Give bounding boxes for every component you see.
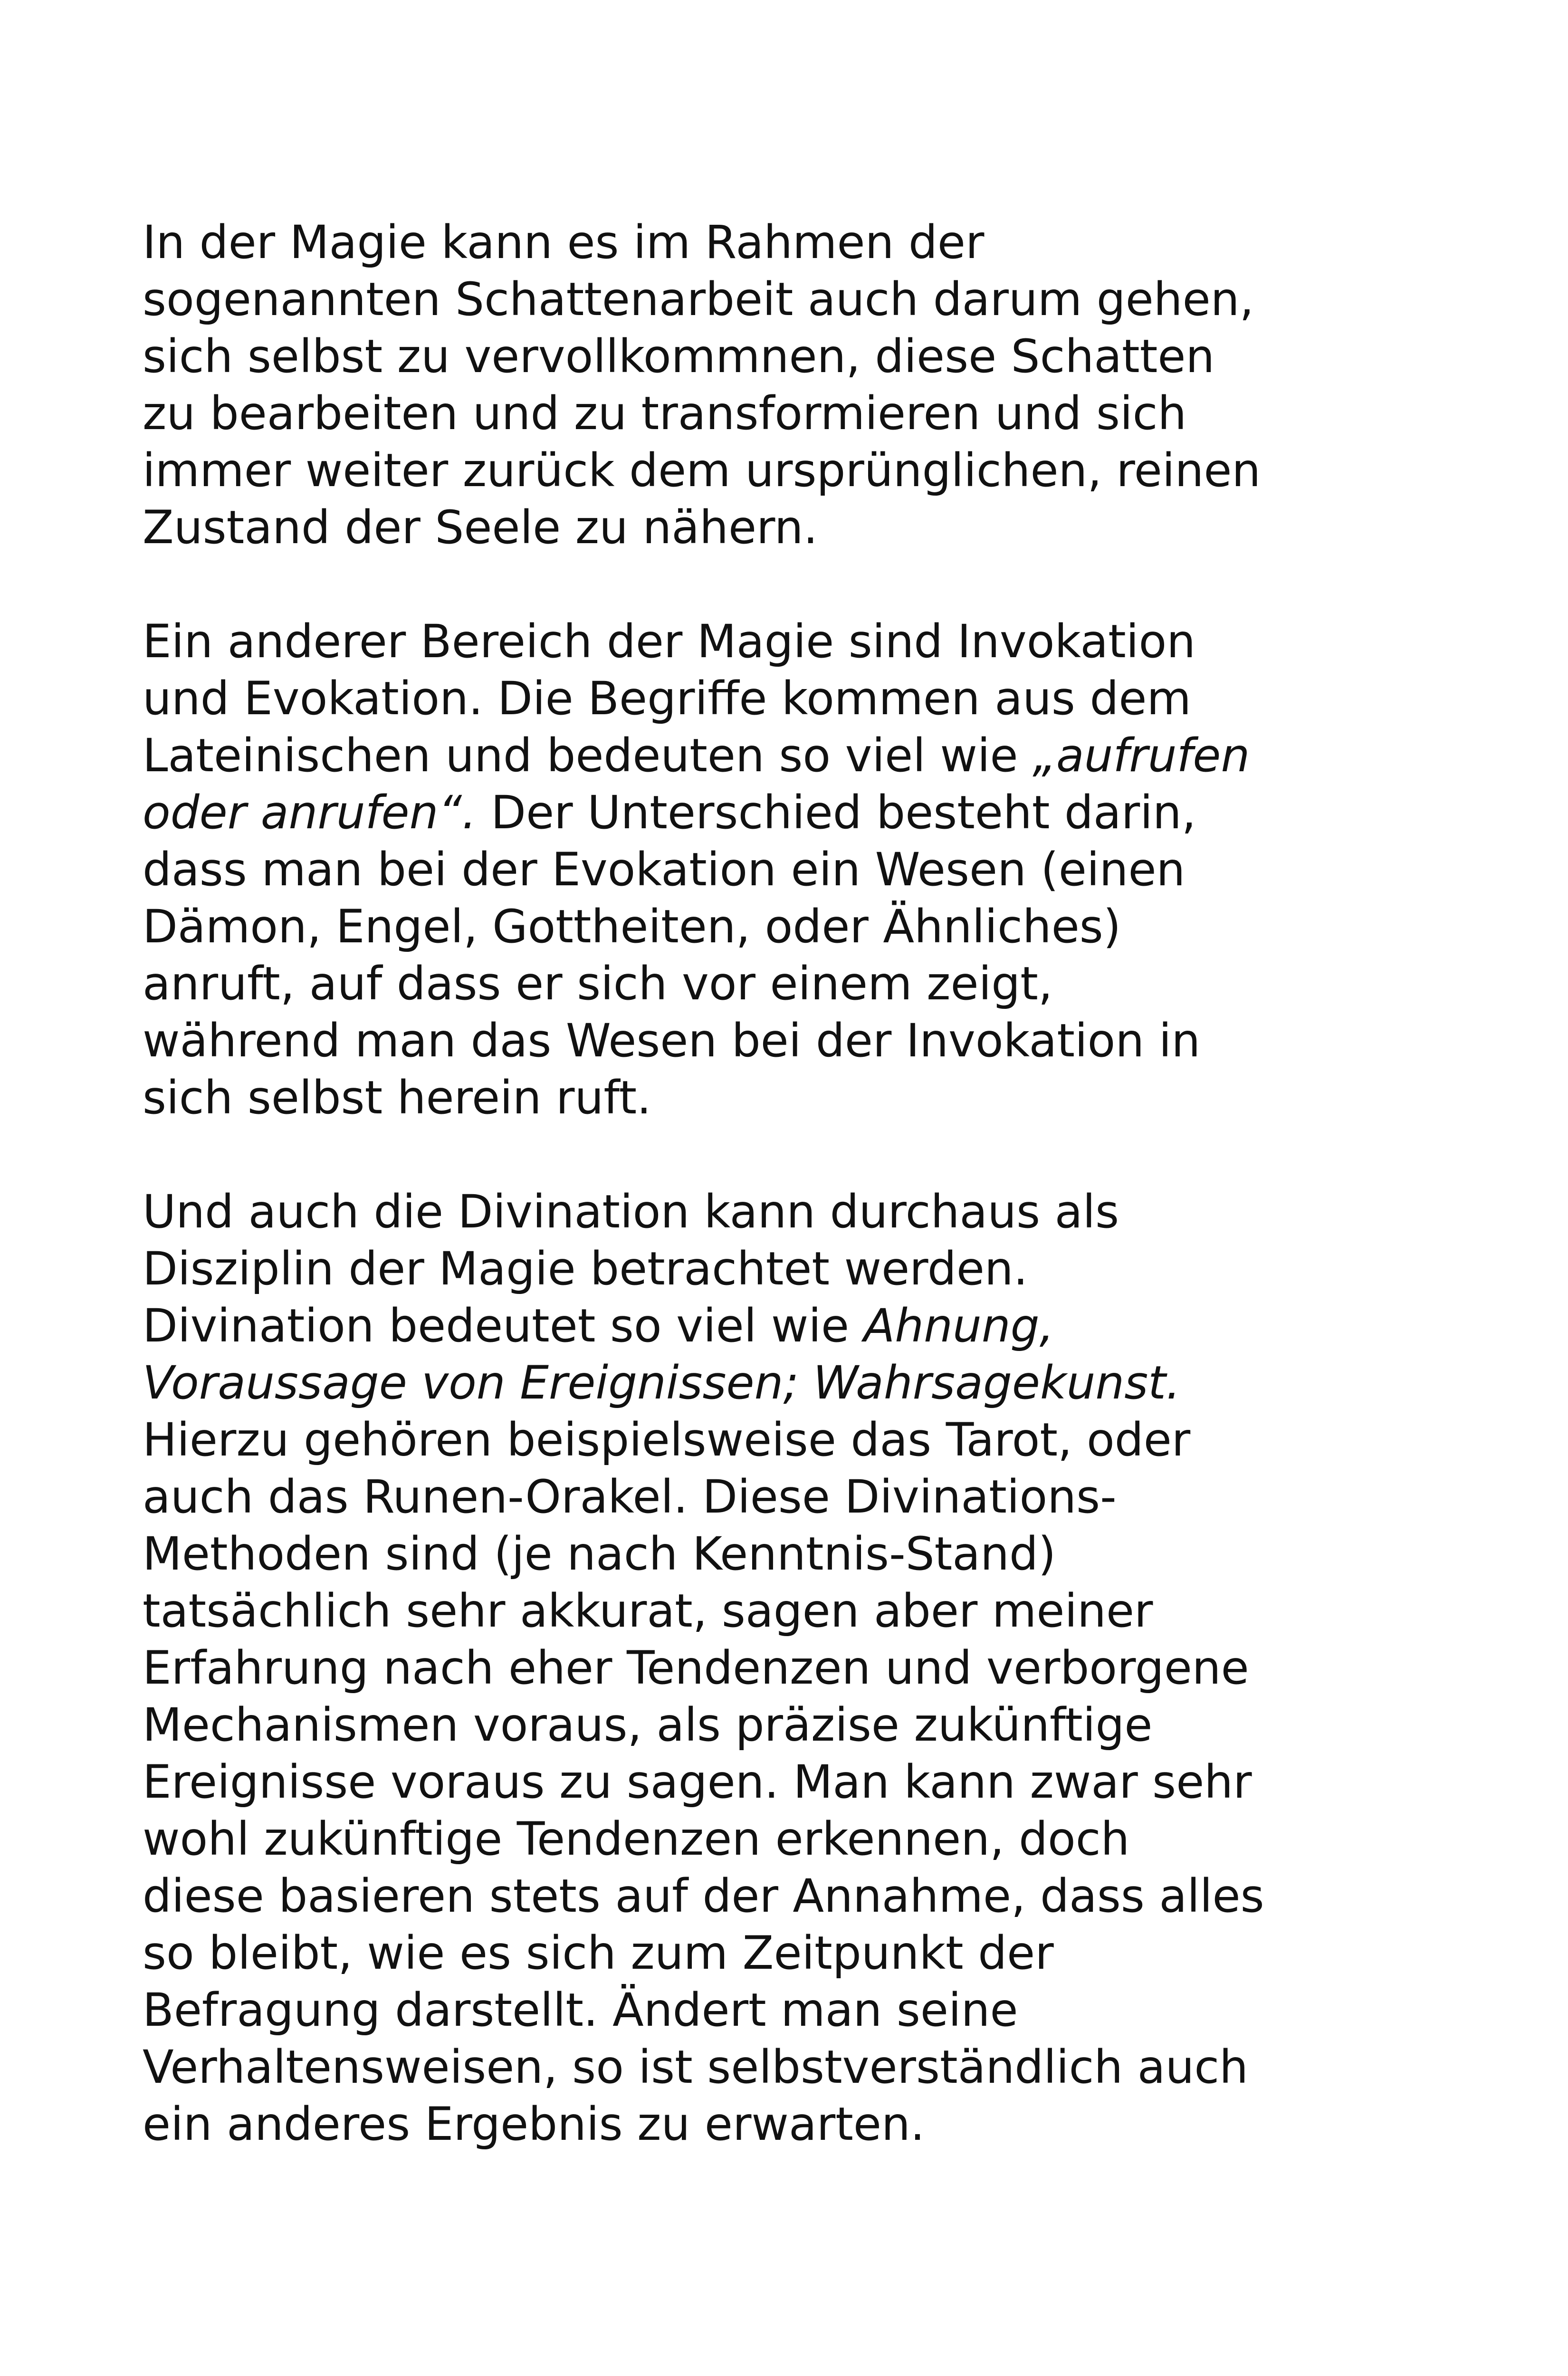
text-line	[143, 1868, 1330, 1925]
text-run: Hierzu gehören beispielsweise das Tarot, oder	[143, 1413, 1191, 1466]
text-run: sogenannten Schattenarbeit auch darum gehen,	[143, 273, 1254, 326]
italic-text: Voraussage von Ereignissen; Wahrsagekunst.	[143, 1356, 1181, 1409]
text-line	[143, 1753, 1330, 1811]
text-run: tatsächlich sehr akkurat, sagen aber meiner	[143, 1584, 1153, 1638]
body-text	[143, 214, 1330, 2153]
text-run: Methoden sind (je nach Kenntnis-Stand)	[143, 1527, 1056, 1581]
italic-text: „aufrufen	[1033, 729, 1250, 782]
text-run: immer weiter zurück dem ursprünglichen, reinen	[143, 444, 1261, 497]
text-run: so bleibt, wie es sich zum Zeitpunkt der	[143, 1926, 1054, 1980]
text-line	[143, 499, 1330, 556]
text-line	[143, 841, 1330, 898]
text-run: Verhaltensweisen, so ist selbstverständlich auch	[143, 2041, 1249, 2094]
text-line	[143, 1411, 1330, 1468]
italic-text: Ahnung,	[863, 1299, 1054, 1352]
text-line	[143, 1183, 1330, 1240]
text-run: zu bearbeiten und zu transformieren und sich	[143, 387, 1187, 440]
text-run: Lateinischen und bedeuten so viel wie	[143, 729, 1033, 782]
text-run: In der Magie kann es im Rahmen der	[143, 216, 985, 269]
text-line	[143, 784, 1330, 841]
text-run: auch das Runen-Orakel. Diese Divinations-	[143, 1470, 1117, 1523]
text-line	[143, 328, 1330, 385]
text-line	[143, 1982, 1330, 2039]
text-line	[143, 2096, 1330, 2153]
text-line	[143, 670, 1330, 727]
text-line	[143, 1297, 1330, 1354]
text-line	[143, 613, 1330, 670]
text-run: diese basieren stets auf der Annahme, dass alles	[143, 1869, 1264, 1923]
text-run: Befragung darstellt. Ändert man seine	[143, 1983, 1018, 2037]
paragraph-3	[143, 1183, 1330, 2153]
text-line	[143, 214, 1330, 271]
text-line	[143, 2039, 1330, 2096]
text-run: Disziplin der Magie betrachtet werden.	[143, 1242, 1028, 1295]
text-line	[143, 1696, 1330, 1753]
paragraph-2	[143, 613, 1330, 1126]
text-run: Ereignisse voraus zu sagen. Man kann zwar sehr	[143, 1755, 1252, 1809]
text-run: anruft, auf dass er sich vor einem zeigt,	[143, 957, 1053, 1010]
text-run: Divination bedeutet so viel wie	[143, 1299, 864, 1352]
text-run: Dämon, Engel, Gottheiten, oder Ähnliches)	[143, 900, 1121, 953]
text-line	[143, 385, 1330, 442]
paragraph-1	[143, 214, 1330, 556]
text-line	[143, 1069, 1330, 1126]
text-line	[143, 1012, 1330, 1069]
text-run: Der Unterschied besteht darin,	[476, 786, 1196, 839]
text-run: und Evokation. Die Begriffe kommen aus dem	[143, 672, 1191, 725]
text-line	[143, 955, 1330, 1012]
text-run: Erfahrung nach eher Tendenzen und verborgene	[143, 1641, 1249, 1695]
text-line	[143, 1240, 1330, 1297]
italic-text: oder anrufen“.	[143, 786, 477, 839]
text-run: dass man bei der Evokation ein Wesen (einen	[143, 843, 1186, 896]
text-line	[143, 1925, 1330, 1982]
text-line	[143, 1639, 1330, 1696]
document-page	[143, 214, 1330, 2153]
text-line	[143, 1811, 1330, 1868]
text-line	[143, 1582, 1330, 1639]
text-line	[143, 1354, 1330, 1411]
text-line	[143, 1468, 1330, 1525]
text-run: sich selbst zu vervollkommnen, diese Schatten	[143, 330, 1215, 383]
text-run: Zustand der Seele zu nähern.	[143, 501, 818, 554]
text-run: während man das Wesen bei der Invokation in	[143, 1014, 1201, 1067]
text-run: ein anderes Ergebnis zu erwarten.	[143, 2098, 925, 2151]
text-run: sich selbst herein ruft.	[143, 1071, 651, 1124]
text-run: wohl zukünftige Tendenzen erkennen, doch	[143, 1812, 1130, 1866]
text-run: Mechanismen voraus, als präzise zukünftige	[143, 1698, 1153, 1752]
text-line	[143, 898, 1330, 955]
text-line	[143, 727, 1330, 784]
text-line	[143, 1525, 1330, 1582]
text-run: Und auch die Divination kann durchaus als	[143, 1185, 1119, 1238]
text-line	[143, 271, 1330, 328]
text-line	[143, 442, 1330, 499]
text-run: Ein anderer Bereich der Magie sind Invokation	[143, 615, 1196, 668]
